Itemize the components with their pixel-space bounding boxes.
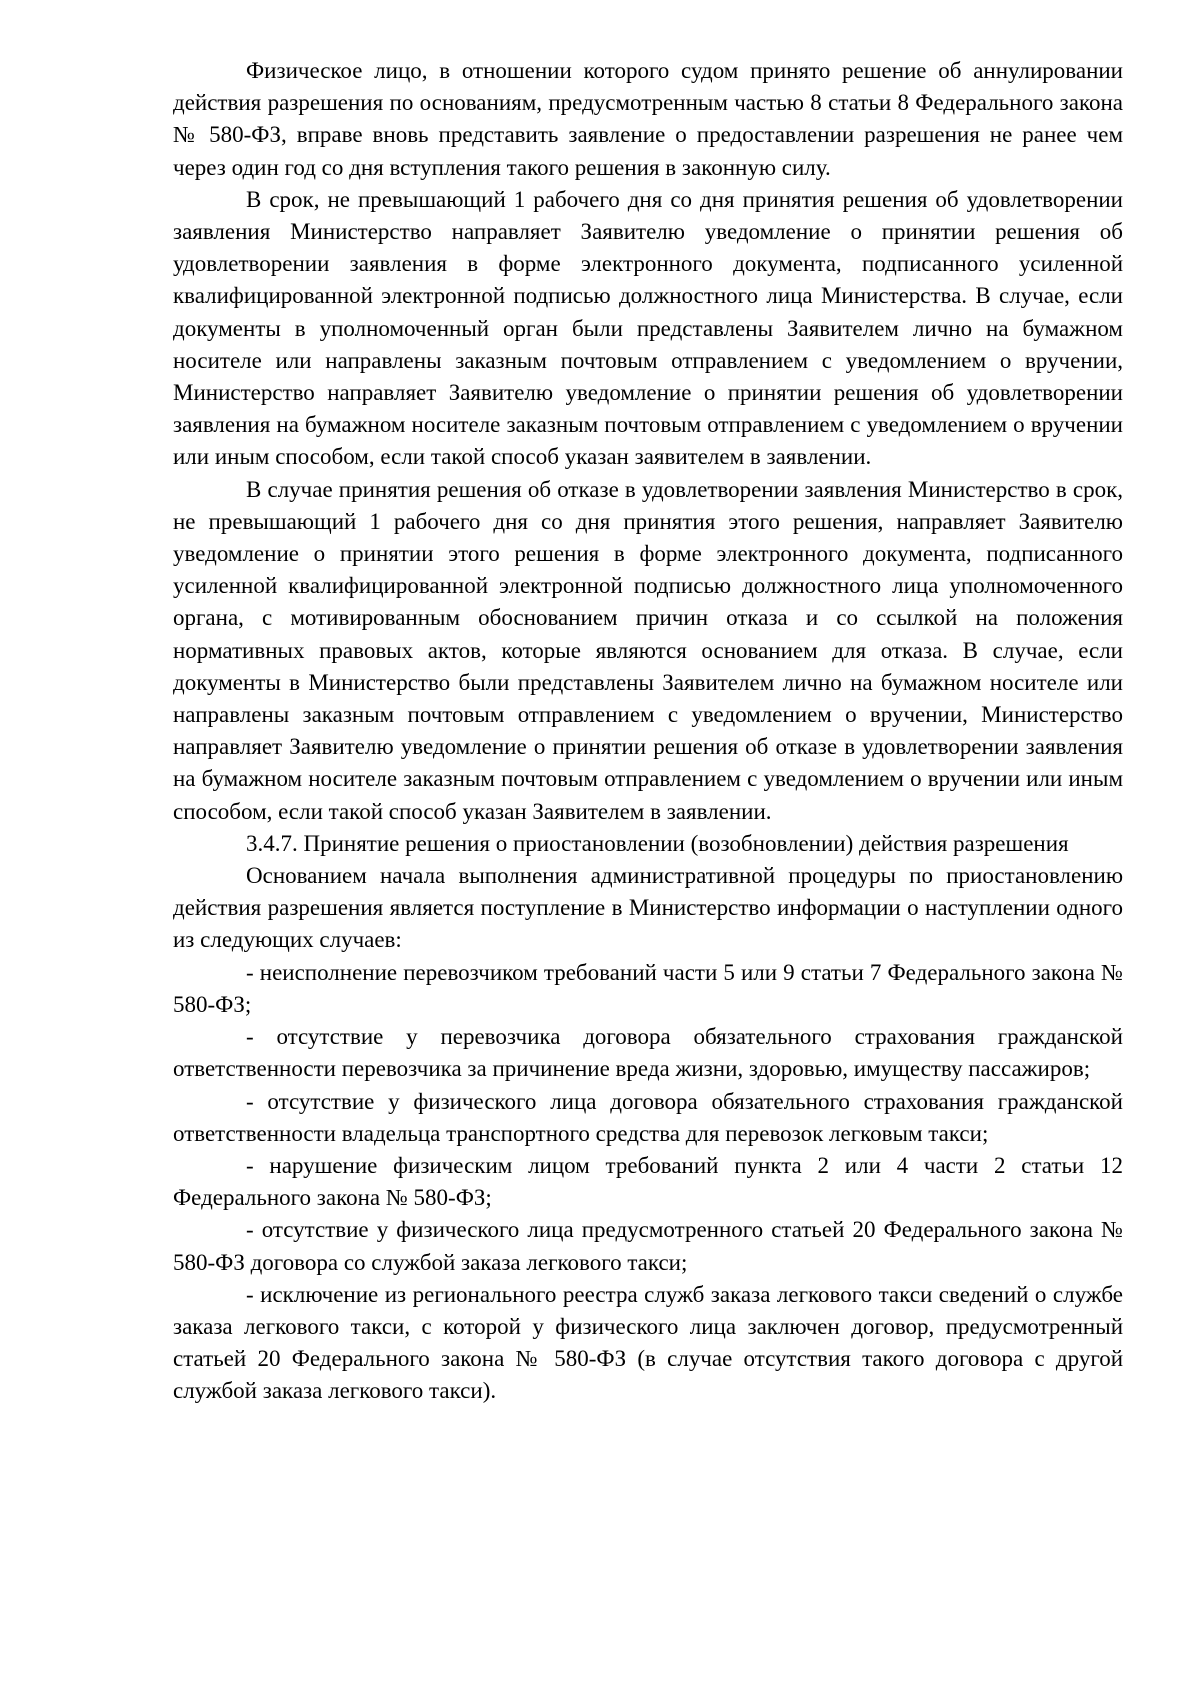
- list-item-registry-exclusion: - исключение из регионального реестра служб заказа легкового такси сведений о службе заказа легкового такси, с которой у физического лица заключен договор, предусмотренный статьей 20 Федерального закона № 580-ФЗ (в случае отсутствия такого договора с другой службой заказа легкового такси).: [173, 1281, 1123, 1404]
- section-heading-3-4-7: 3.4.7. Принятие решения о приостановлении (возобновлении) действия разрешения: [246, 830, 1069, 856]
- list-item-no-service-contract: - отсутствие у физического лица предусмотренного статьей 20 Федерального закона № 580-ФЗ договора со службой заказа легкового такси;: [173, 1217, 1123, 1275]
- paragraph-suspension-grounds: Основанием начала выполнения административной процедуры по приостановлению действия разрешения является поступление в Министерство информации о наступлении одного из следующих случаев:: [173, 863, 1123, 953]
- document-page: [173, 55, 1123, 1408]
- list-item-individual-insurance: - отсутствие у физического лица договора обязательного страхования гражданской ответственности владельца транспортного средства для перевозок легковым такси;: [173, 1088, 1123, 1146]
- list-item-individual-violation: - нарушение физическим лицом требований пункта 2 или 4 части 2 статьи 12 Федерального закона № 580-ФЗ;: [173, 1152, 1123, 1211]
- paragraph-approval-notice: В срок, не превышающий 1 рабочего дня со дня принятия решения об удовлетворении заявления Министерство направляет Заявителю уведомление о принятии решения об удовлетворении заявления в форме электронного документа, подписанного усиленной квалифицированной электронной подписью должностного лица Министерства. В случае, если документы в уполномоченный орган были представлены Заявителем лично на бумажном носителе или направлены заказным почтовым отправлением с уведомлением о вручении, Министерство направляет Заявителю уведомление о принятии решения об удовлетворении заявления на бумажном носителе заказным почтовым отправлением с уведомлением о вручении или иным способом, если такой способ указан заявителем в заявлении.: [173, 186, 1123, 470]
- list-item-carrier-insurance: - отсутствие у перевозчика договора обязательного страхования гражданской ответственности перевозчика за причинение вреда жизни, здоровью, имуществу пассажиров;: [173, 1024, 1123, 1082]
- list-item-carrier-requirements: - неисполнение перевозчиком требований части 5 или 9 статьи 7 Федерального закона № 580-ФЗ;: [173, 959, 1123, 1017]
- paragraph-refusal-notice: В случае принятия решения об отказе в удовлетворении заявления Министерство в срок, не превышающий 1 рабочего дня со дня принятия этого решения, направляет Заявителю уведомление о принятии этого решения в форме электронного документа, подписанного усиленной квалифицированной электронной подписью должностного лица уполномоченного органа, с мотивированным обоснованием причин отказа и со ссылкой на положения нормативных правовых актов, которые являются основанием для отказа. В случае, если документы в Министерство были представлены Заявителем лично на бумажном носителе или направлены заказным почтовым отправлением с уведомлением о вручении, Министерство направляет Заявителю уведомление о принятии решения об отказе в удовлетворении заявления на бумажном носителе заказным почтовым отправлением с уведомлением о вручении или иным способом, если такой способ указан Заявителем в заявлении.: [173, 476, 1123, 824]
- paragraph-annulment-reapply: Физическое лицо, в отношении которого судом принято решение об аннулировании действия разрешения по основаниям, предусмотренным частью 8 статьи 8 Федерального закона № 580-ФЗ, вправе вновь представить заявление о предоставлении разрешения не ранее чем через один год со дня вступления такого решения в законную силу.: [173, 58, 1123, 180]
